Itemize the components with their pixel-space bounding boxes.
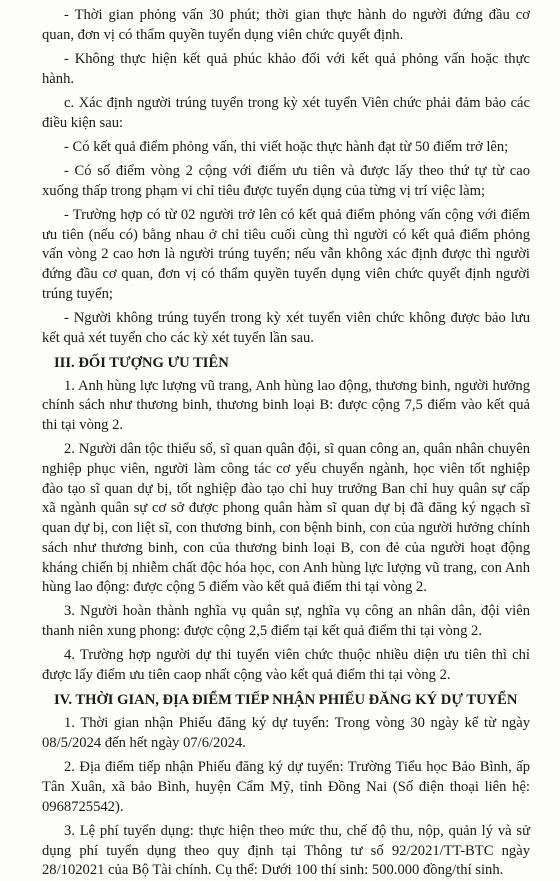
paragraph-priority-1: 1. Anh hùng lực lượng vũ trang, Anh hùng lao động, thương binh, người hưởng chính sách như thương binh, thương binh loại B: được cộng 7,5 điểm vào kết quả thi tại vòng 2. xyxy=(42,377,530,434)
paragraph-priority-2: 2. Người dân tộc thiểu số, sĩ quan quân đội, sĩ quan công an, quân nhân chuyên nghiệp phục viên, người làm công tác cơ yếu chuyển ngành, học viên tốt nghiệp đào tạo sĩ quan dự bị, tốt nghiệp đào tạo chỉ huy trưởng Ban chỉ huy quân sự cấp xã ngành quân sự cơ sở được phong quân hàm sĩ quan dự bị đã đăng ký ngạch sĩ quan dự bị, con liệt sĩ, con thương binh, con bệnh binh, con của người hưởng chính sách như thương binh, con của thương binh loại B, con đẻ của người hoạt động kháng chiến bị nhiễm chất độc hóa học, con Anh hùng lực lượng vũ trang, con Anh hùng lao động: được cộng 5 điểm vào kết quả điểm thi tại vòng 2. xyxy=(42,441,530,596)
paragraph-interview-time: - Thời gian phỏng vấn 30 phút; thời gian thực hành do người đứng đầu cơ quan, đơn vị có thẩm quyền tuyển dụng viên chức quyết định. xyxy=(42,7,530,43)
paragraph-priority-3: 3. Người hoàn thành nghĩa vụ quân sự, nghĩa vụ công an nhân dân, đội viên thanh niên xung phong: được cộng 2,5 điểm tại kết quả điểm thi tại vòng 2. xyxy=(42,603,530,640)
section-heading-submission: IV. THỜI GIAN, ĐỊA ĐIỂM TIẾP NHẬN PHIẾU ĐĂNG KÝ DỰ TUYỂN xyxy=(54,692,518,709)
paragraph-submission-time: 1. Thời gian nhận Phiếu đăng ký dự tuyển: Trong vòng 30 ngày kể từ ngày 08/5/2024 đến hết ngày 07/6/2024. xyxy=(42,715,530,751)
paragraph-score-threshold: - Có kết quả điểm phỏng vấn, thi viết hoặc thực hành đạt từ 50 điểm trở lên; xyxy=(64,138,509,155)
paragraph-tie-break: - Trường hợp có từ 02 người trở lên có kết quả điểm phỏng vấn cộng với điểm ưu tiên (nếu có) bằng nhau ở chỉ tiêu cuối cùng thì người có kết quả điểm phỏng vấn vòng 2 cao hơn là người trúng tuyển; nếu vẫn không xác định được thì người đứng đầu cơ quan, đơn vị có thẩm quyền tuyển dụng viên chức quyết định người trúng tuyển; xyxy=(42,206,530,302)
paragraph-fee: 3. Lệ phí tuyển dụng: thực hiện theo mức thu, chế độ thu, nộp, quản lý và sử dụng phí tuyển dụng theo quy định tại Thông tư số 92/2021/TT-BTC ngày 28/102021 của Bộ Tài chính. Cụ thể: Dưới 100 thí sinh: 500.000 đồng/thí sinh. xyxy=(42,822,530,879)
paragraph-no-review: - Không thực hiện kết quả phúc khảo đối với kết quả phỏng vấn hoặc thực hành. xyxy=(42,50,530,87)
section-heading-priority: III. ĐỐI TƯỢNG ƯU TIÊN xyxy=(54,354,229,371)
paragraph-selection-conditions: c. Xác định người trúng tuyển trong kỳ xét tuyển Viên chức phải đảm bảo các điều kiện sau: xyxy=(42,94,530,131)
paragraph-submission-place: 2. Địa điểm tiếp nhận Phiếu đăng ký dự tuyển: Trường Tiểu học Bảo Bình, ấp Tân Xuân, xã bảo Bình, huyện Cẩm Mỹ, tỉnh Đồng Nai (Số điện thoại liên hệ: 0968725542). xyxy=(42,759,530,815)
paragraph-priority-4: 4. Trường hợp người dự thi tuyển viên chức thuộc nhiều diện ưu tiên thì chỉ được lấy điểm ưu tiên caop nhất cộng vào kết quả điểm thi tại vòng 2. xyxy=(42,647,530,684)
paragraph-ranking: - Có số điểm vòng 2 cộng với điểm ưu tiên và được lấy theo thứ tự từ cao xuống thấp trong phạm vi chỉ tiêu được tuyển dụng của từng vị trí việc làm; xyxy=(42,162,530,199)
paragraph-no-carryover: - Người không trúng tuyển trong kỳ xét tuyển viên chức không được bảo lưu kết quả xét tuyển cho các kỳ xét tuyển lần sau. xyxy=(42,309,530,346)
